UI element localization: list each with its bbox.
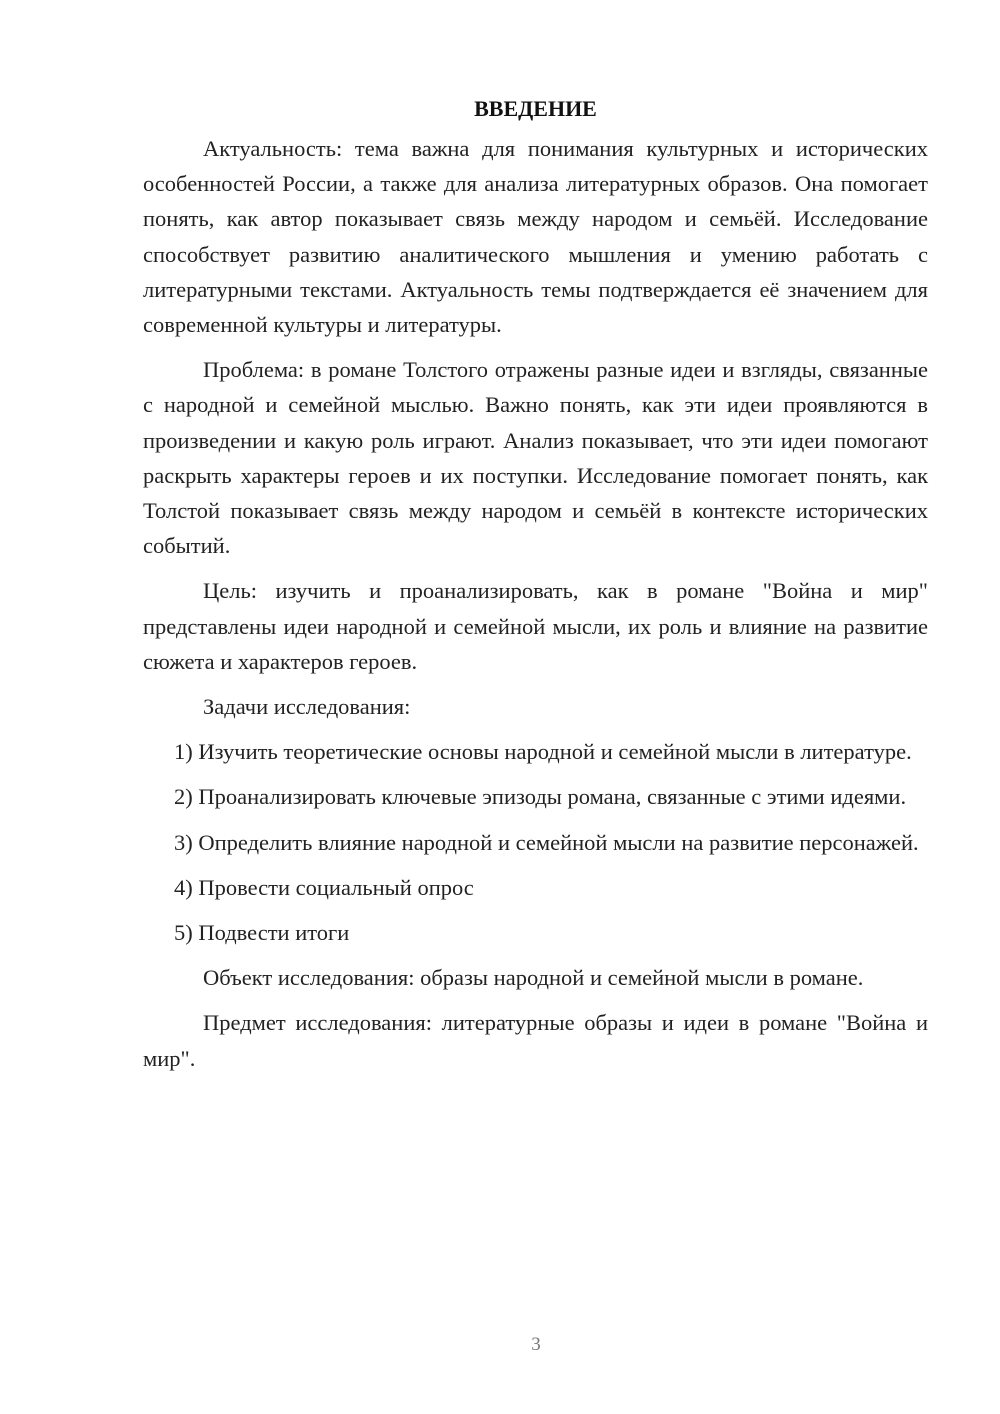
object-paragraph: Объект исследования: образы народной и семейной мысли в романе. [203, 965, 864, 991]
section-title: ВВЕДЕНИЕ [474, 96, 597, 121]
problem-paragraph: Проблема: в романе Толстого отражены разные идеи и взгляды, связанные с народной и семейной мыслью. Важно понять, как эти идеи проявляются в произведении и какую роль играют. Анализ показывает, что эти идеи помогают раскрыть характеры героев и их поступки. Исследование помогает понять, как Толстой показывает связь между народом и семьёй в контексте исторических событий. [143, 357, 928, 559]
task-item-2: 2) Проанализировать ключевые эпизоды романа, связанные с этими идеями. [174, 784, 907, 810]
task-item-4: 4) Провести социальный опрос [174, 874, 474, 900]
relevance-paragraph: Актуальность: тема важна для понимания культурных и исторических особенностей России, а также для анализа литературных образов. Она помогает понять, как автор показывает связь между народом и семьёй. Исследование способствует развитию аналитического мышления и умению работать с литературными текстами. Актуальность темы подтверждается её значением для современной культуры и литературы. [143, 136, 928, 338]
task-item-1: 1) Изучить теоретические основы народной и семейной мысли в литературе. [174, 739, 912, 765]
document-page [143, 92, 928, 1076]
tasks-heading: Задачи исследования: [203, 694, 411, 720]
goal-paragraph: Цель: изучить и проанализировать, как в романе "Война и мир" представлены идеи народной и семейной мысли, их роль и влияние на развитие сюжета и характеров героев. [143, 578, 928, 674]
task-item-3: 3) Определить влияние народной и семейной мысли на развитие персонажей. [174, 829, 919, 855]
page-number: 3 [531, 1334, 541, 1355]
subject-paragraph: Предмет исследования: литературные образы и идеи в романе "Война и мир". [143, 1010, 928, 1071]
task-item-5: 5) Подвести итоги [174, 920, 350, 946]
